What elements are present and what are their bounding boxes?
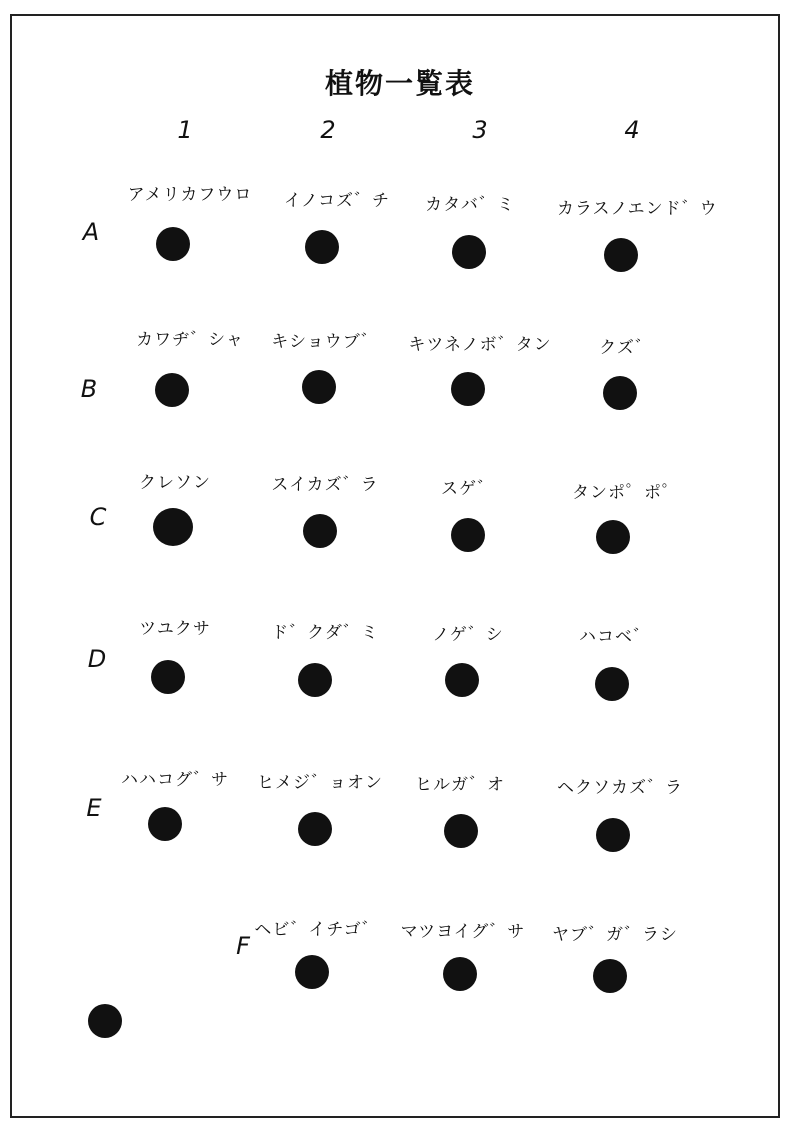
column-header-4: 4 [624,116,640,144]
plant-label-d3: ノゲ゛シ [432,625,504,645]
plant-label-e1: ハハコグ゛サ [121,770,229,790]
plant-marker-c2 [303,514,337,548]
plant-marker-e2 [298,812,332,846]
plant-marker-d1 [151,660,185,694]
page-title: 植物一覧表 [324,67,475,100]
plant-label-d1: ツユクサ [139,619,211,639]
row-label-f: F [236,932,250,960]
plant-label-a4: カラスノエンド゛ウ [557,199,718,219]
plant-marker-f4 [593,959,627,993]
plant-marker-e3 [444,814,478,848]
plant-label-a1: アメリカフウロ [127,185,253,205]
plant-marker-c3 [451,518,485,552]
plant-label-c1: クレソン [139,473,211,493]
plant-marker-b3 [451,372,485,406]
plant-marker-c1 [153,508,193,546]
extra-marker [88,1004,122,1038]
row-label-e: E [86,794,102,822]
plant-marker-b1 [155,373,189,407]
plant-marker-a1 [156,227,190,261]
column-header-1: 1 [177,116,193,144]
plant-marker-a3 [452,235,486,269]
plant-label-f2: ヘビ゛イチゴ゛ [254,920,380,940]
plant-marker-e1 [148,807,182,841]
plant-label-b3: キツネノボ゛タン [408,335,552,355]
plant-marker-d3 [445,663,479,697]
plant-marker-f3 [443,957,477,991]
plant-label-b4: クズ゛ [599,338,653,358]
plant-label-d2: ド゛クダ゛ミ [271,623,379,643]
plant-label-c4: タンポ゜ポ゜ [572,483,680,503]
plant-marker-b2 [302,370,336,404]
plant-label-a2: イノコズ゛チ [283,191,391,211]
plant-label-e3: ヒルガ゛オ [415,775,505,795]
plant-label-b2: キショウブ゛ [271,332,379,352]
plant-marker-d4 [595,667,629,701]
plant-marker-f2 [295,955,329,989]
plant-marker-a4 [604,238,638,272]
plant-label-f4: ヤブ゛ガ゛ラシ [552,925,678,945]
plant-label-d4: ハコベ゛ [579,627,651,647]
row-label-d: D [87,645,107,673]
row-label-b: B [80,375,98,403]
plant-marker-a2 [305,230,339,264]
row-label-a: A [82,218,100,246]
plant-label-f3: マツヨイグ゛サ [400,922,526,942]
plant-label-c2: スイカズ゛ラ [271,475,379,495]
plant-label-c3: スゲ゛ [441,479,495,499]
plant-marker-c4 [596,520,630,554]
plant-label-b1: カワヂ゛シャ [136,330,244,350]
plant-marker-d2 [298,663,332,697]
row-label-c: C [89,503,107,531]
plant-marker-e4 [596,818,630,852]
plant-label-e2: ヒメジ゛ョオン [257,773,383,793]
plant-marker-b4 [603,376,637,410]
column-header-2: 2 [320,116,336,144]
plant-label-e4: ヘクソカズ゛ラ [557,778,683,798]
column-header-3: 3 [472,116,488,144]
plant-label-a3: カタバ゛ミ [425,195,515,215]
